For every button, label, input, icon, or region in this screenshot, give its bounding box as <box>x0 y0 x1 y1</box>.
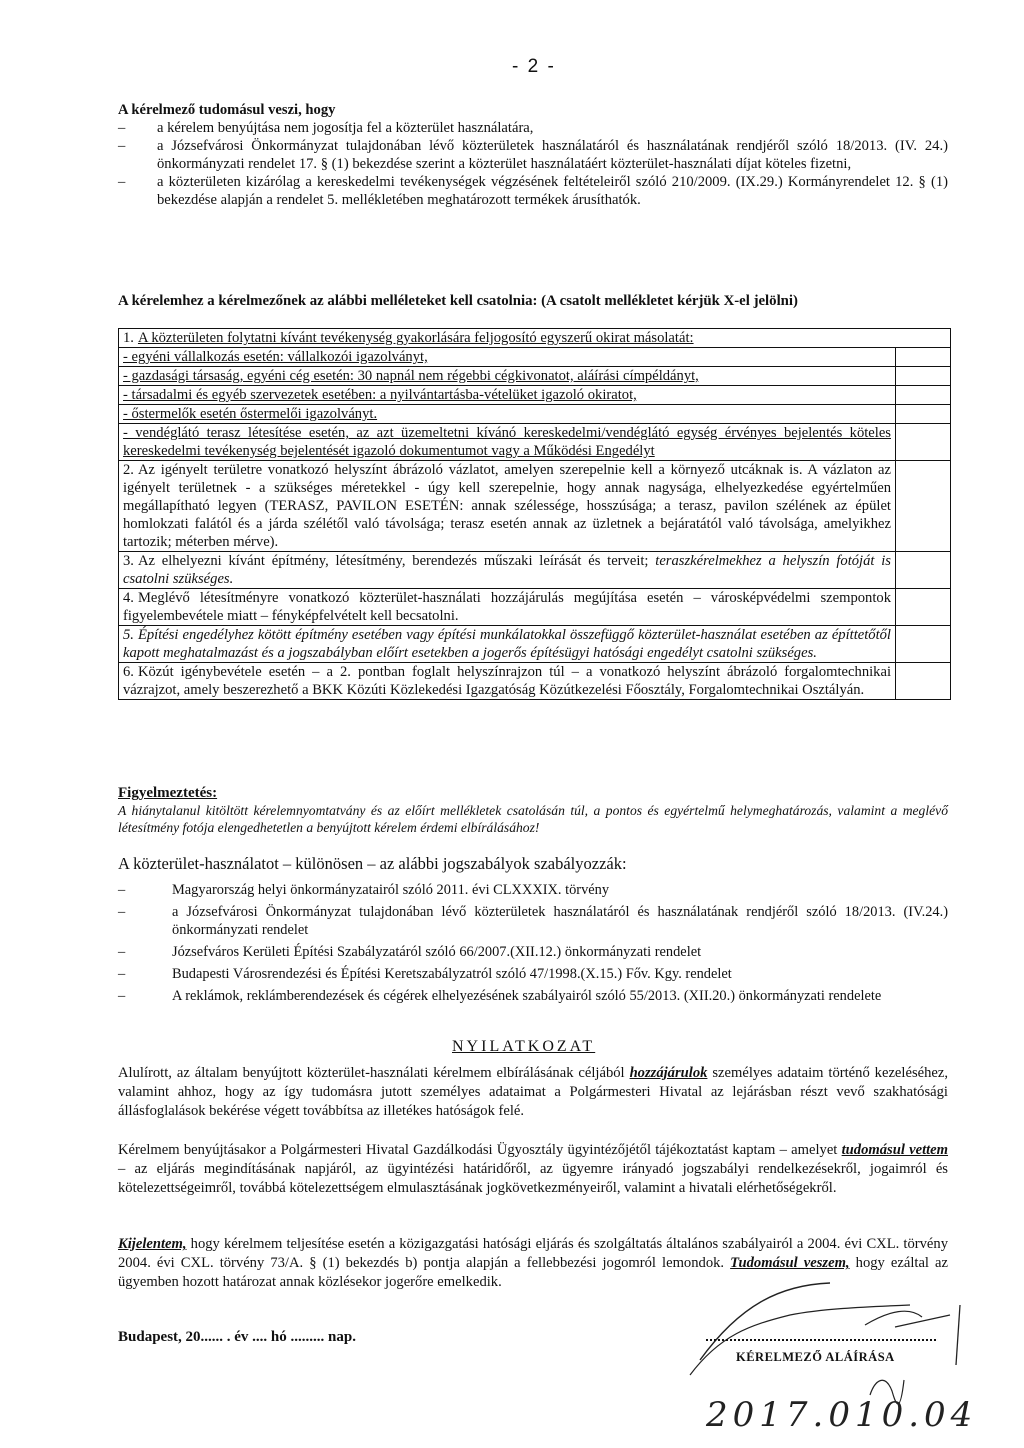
item-number: 5. <box>123 627 134 643</box>
date-line: Budapest, 20...... . év .... hó ......... nap. <box>118 1329 356 1345</box>
item1-sub: - társadalmi és egyéb szervezetek esetében: a nyilvántartásba-vételüket igazoló okiratot, <box>119 386 896 405</box>
item2-text: Az igényelt területre vonatkozó helyszínt ábrázoló vázlatot, amelyen szerepelnie kell a környező utcáknak is. A vázlaton az igényelt területnek - a szükséges méretekkel - úgy kell szerepelnie, hogy annak nagysága, elhelyezkedése egyértelműen megállapítható legyen (TERASZ, PAVILON ESETÉN: annak szélessége, hosszúsága; a terasz, pavilon szélének az épület homlokzati falától és a járda szélétől való távolsága; terasz esetén annak az üzletnek a bejáratától való távolsága, amelyikhez tartozik; méterben mérve). <box>123 462 891 550</box>
item1-sub: - gazdasági társaság, egyéni cég esetén: 30 napnál nem régebbi cégkivonatot, aláírási címpéldányt, <box>119 367 896 386</box>
attachment-checkbox[interactable] <box>896 663 951 700</box>
item1-sub: - egyéni vállalkozás esetén: vállalkozói igazolványt, <box>119 348 896 367</box>
laws-heading: A közterület-használatot – különösen – az alábbi jogszabályok szabályozzák: <box>118 854 627 873</box>
table-row <box>119 405 951 424</box>
emphasis-text: Kijelentem, <box>118 1236 187 1252</box>
item6-cell <box>119 663 896 700</box>
list-item: – a kérelem benyújtása nem jogosítja fel a közterület használatára, <box>118 119 948 137</box>
item2-cell <box>119 461 896 552</box>
handwritten-date-text: 2017.010.04 <box>706 1395 978 1435</box>
item-number: 3. <box>123 553 134 569</box>
attachment-checkbox[interactable] <box>896 348 951 367</box>
item3-italic: teraszkérelmekhez a helyszín fotóját is csatolni szükséges. <box>123 553 891 587</box>
attachments-table <box>118 328 951 700</box>
table-row <box>119 329 951 348</box>
item1-sub: - őstermelők esetén őstermelői igazolványt. <box>119 405 896 424</box>
table-row <box>119 386 951 405</box>
attachments-heading: A kérelemhez a kérelmezőnek az alábbi melléleteket kell csatolnia: (A csatolt mellékletet kérjük X-el jelölni) <box>118 293 798 309</box>
table-row <box>119 626 951 663</box>
list-item: – Budapesti Városrendezési és Építési Keretszabályzatról szóló 47/1998.(X.15.) Főv. Kgy. rendelet <box>118 965 948 983</box>
paragraph-text: hogy kérelmem teljesítése esetén a közigazgatási hatósági eljárás és szolgáltatás általános szabályairól a 2004. évi CXL. törvény 2004. évi CXL. törvény 73/A. § (1) bekezdés b) pontja alapján a fellebbezési jogomról lemondok. <box>118 1236 948 1271</box>
declaration-title: NYILATKOZAT <box>452 1038 596 1055</box>
list-item: – a Józsefvárosi Önkormányzat tulajdonában lévő közterületek használatáról és használatának rendjéről szóló 18/2013. (IV.24.) önkormányzati rendelet <box>118 903 948 939</box>
laws-list <box>118 881 948 1005</box>
table-row <box>119 461 951 552</box>
paragraph-text: Kérelmem benyújtásakor a Polgármesteri Hivatal Gazdálkodási Ügyosztály ügyintézőjétől tájékoztatást kaptam – amelyet <box>118 1142 838 1158</box>
item4-text: Meglévő létesítményre vonatkozó közterület-használati hozzájárulás megújítása esetén – városképvédelmi szempontok figyelembevétele miatt – fényképfelvételt kell becsatolni. <box>123 590 891 624</box>
list-item: – a Józsefvárosi Önkormányzat tulajdonában lévő közterületek használatáról és használatának rendjéről szóló 18/2013. (IV. 24.) önkormányzati rendelet 17. § (1) bekezdése szerint a közterület használatáért közterület-használati díjat köteles fizetni, <box>118 137 948 173</box>
warning-title: Figyelmeztetés: <box>118 785 218 801</box>
intro-section <box>118 101 948 209</box>
table-row <box>119 589 951 626</box>
laws-section <box>118 855 948 1005</box>
intro-list <box>118 119 948 209</box>
list-item: – Magyarország helyi önkormányzatairól szóló 2011. évi CLXXXIX. törvény <box>118 881 948 899</box>
table-row <box>119 367 951 386</box>
item-number: 1. <box>123 330 134 346</box>
item1-head-cell <box>119 329 951 348</box>
item5-cell <box>119 626 896 663</box>
emphasis-text: Tudomásul veszem, <box>730 1255 850 1271</box>
paragraph-text: – az eljárás megindításának napjáról, az ügyintézési határidőről, az ügyemre irányadó jogszabályi rendelkezésekről, jogaimról és kötelezettségeimről, továbbá kötelezettségem elmulasztásának jogkövetkezményeiről, valamint a hivatali elérhetőségekről. <box>118 1161 948 1196</box>
signature-label: KÉRELMEZŐ ALÁÍRÁSA <box>736 1350 895 1364</box>
table-row <box>119 348 951 367</box>
attachment-checkbox[interactable] <box>896 424 951 461</box>
item4-cell <box>119 589 896 626</box>
table-row <box>119 424 951 461</box>
paragraph-text: személyes adataim történő kezeléséhez, valamint ahhoz, hogy az így tudomásra jutott személyes adataimat a Polgármesteri Hivatal az lejárásban részt vevő szakhatósági állásfoglalások bekérése végett továbbítsa az illetékes hatóságok felé. <box>118 1065 948 1119</box>
item-number: 2. <box>123 462 134 478</box>
emphasis-text: hozzájárulok <box>629 1065 708 1081</box>
emphasis-text: tudomásul vettem <box>841 1142 949 1158</box>
list-item: – a közterületen kizárólag a kereskedelmi tevékenységek végzésének feltételeiről szóló 210/2009. (IX.29.) Kormányrendelet 12. § (1) bekezdése alapján a rendelet 5. mellékletében meghatározott termékek árusíthatók. <box>118 173 948 209</box>
item1-sub: - vendéglátó terasz létesítése esetén, az azt üzemeltetni kívánó kereskedelmi/vendéglátó egység érvényes bejelentés köteles kereskedelmi tevékenység bejelentését igazoló dokumentumot vagy a Működési Engedélyt <box>119 424 896 461</box>
attachment-checkbox[interactable] <box>896 626 951 663</box>
attachment-checkbox[interactable] <box>896 589 951 626</box>
list-item: – Józsefváros Kerületi Építési Szabályzatáról szóló 66/2007.(XII.12.) önkormányzati rendelet <box>118 943 948 961</box>
table-row <box>119 552 951 589</box>
attachment-checkbox[interactable] <box>896 461 951 552</box>
attachment-checkbox[interactable] <box>896 386 951 405</box>
paragraph-text: Alulírott, az általam benyújtott közterület-használati kérelmem elbírálásának céljából <box>118 1065 625 1081</box>
declaration-paragraph-2 <box>118 1141 948 1198</box>
item-number: 6. <box>123 664 134 680</box>
declaration-paragraph-1 <box>118 1064 948 1121</box>
item6-text: Közút igénybevétele esetén – a 2. pontban foglalt helyszínrajzon túl – a vonatkozó helyszínt ábrázoló forgalomtechnikai vázrajzot, amely beszerezhető a BKK Közúti Közlekedési Igazgatóság Közútkezelési Főosztály, Forgalomtechnikai Osztályán. <box>123 664 891 698</box>
attachment-checkbox[interactable] <box>896 405 951 424</box>
page-number: - 2 - <box>512 56 556 77</box>
handwritten-date <box>700 1380 1000 1440</box>
item5-text: Építési engedélyhez kötött építmény esetében vagy építési munkálatokkal összefüggő közterület-használat esetében az építtetőtől kapott meghatalmazást és a jogszabályban előírt esetekben a jogerős építésügyi hatósági engedélyt csatolni szükséges. <box>123 627 891 661</box>
table-row <box>119 663 951 700</box>
warning-text: A hiánytalanul kitöltött kérelemnyomtatvány és az előírt mellékletek csatolásán túl, a pontos és egyértelmű helymeghatározás, valamint a meglévő létesítmény fotója elengedhetetlen a benyújtott kérelem érdemi elbírálásához! <box>118 803 948 835</box>
signature-line <box>706 1339 936 1341</box>
warning-section <box>118 784 948 836</box>
item3-text: Az elhelyezni kívánt építmény, létesítmény, berendezés műszaki leírását és terveit; <box>137 553 649 569</box>
intro-heading: A kérelmező tudomásul veszi, hogy <box>118 102 336 118</box>
attachment-checkbox[interactable] <box>896 367 951 386</box>
item-number: 4. <box>123 590 134 606</box>
attachment-checkbox[interactable] <box>896 552 951 589</box>
item1-head: A közterületen folytatni kívánt tevékenység gyakorlására feljogosító egyszerű okirat másolatát: <box>137 330 694 346</box>
paragraph-text: hogy ezáltal az ügyemben hozott határozat annak közlésekor jogerőre emelkedik. <box>118 1255 948 1290</box>
item3-cell <box>119 552 896 589</box>
list-item: – A reklámok, reklámberendezések és cégérek elhelyezésének szabályairól szóló 55/2013. (XII.20.) önkormányzati rendelete <box>118 987 948 1005</box>
